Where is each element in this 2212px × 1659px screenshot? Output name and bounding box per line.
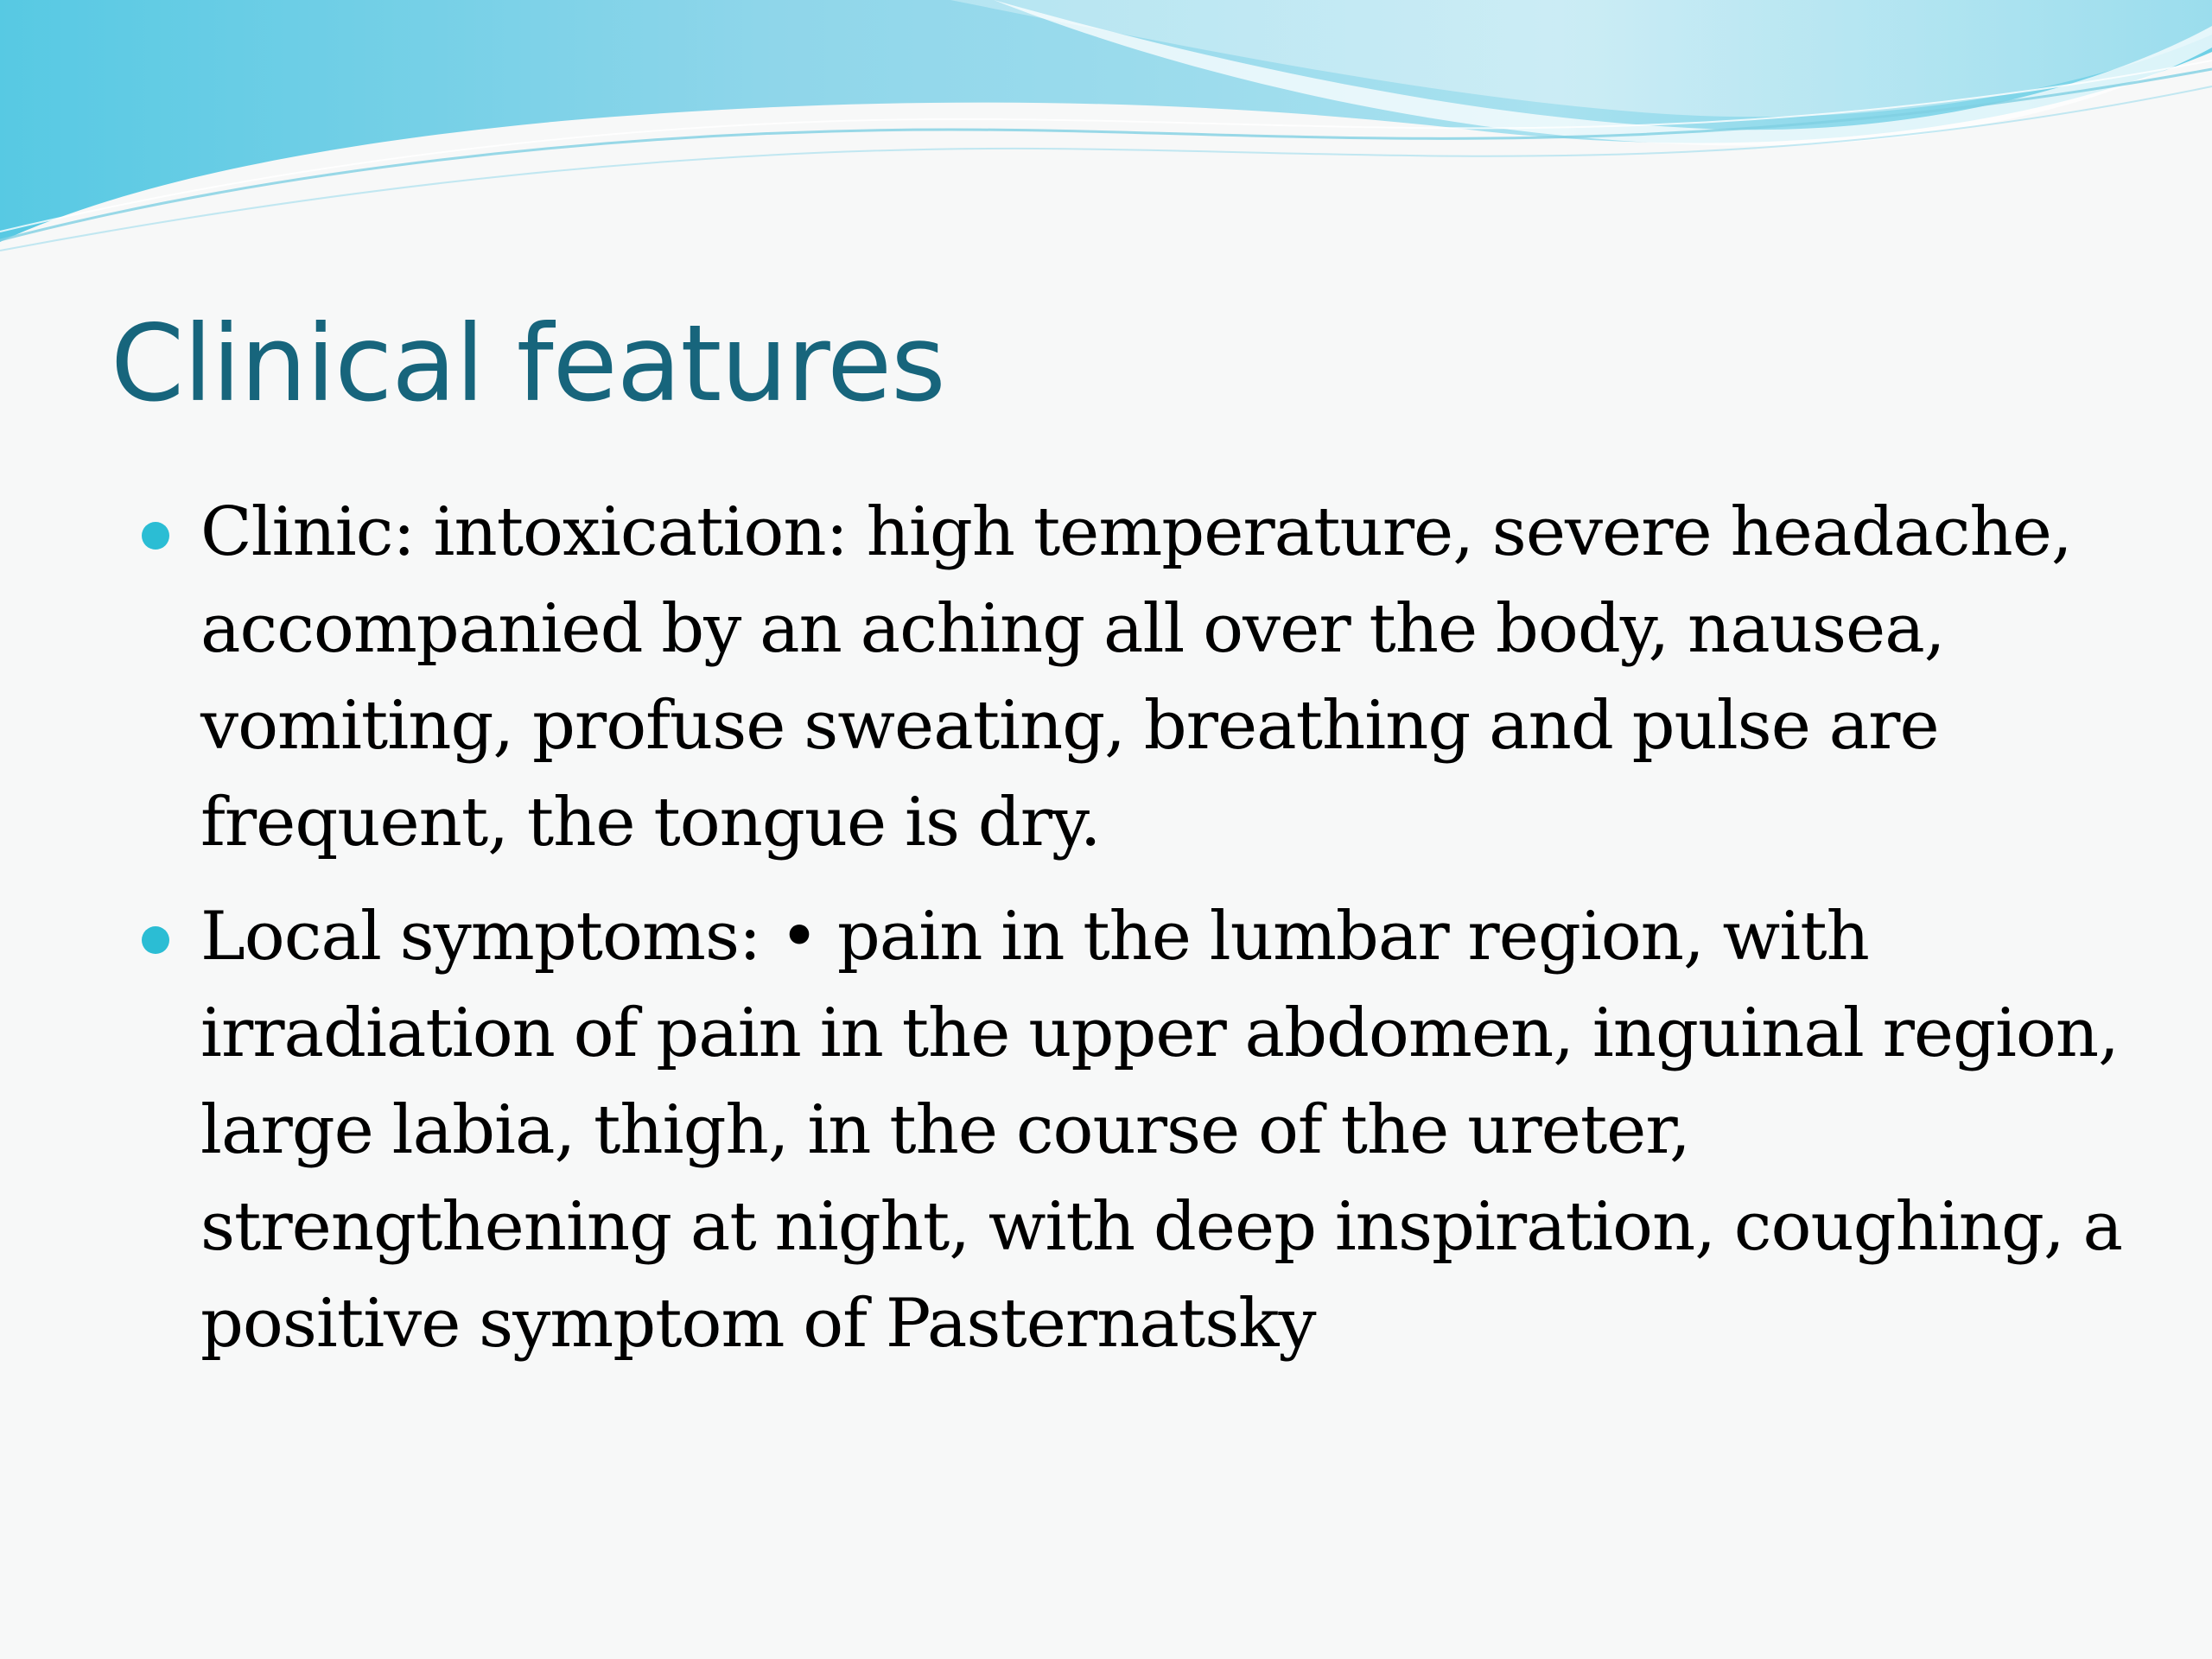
slide-title: Clinical features xyxy=(111,302,945,425)
bullet-text-clinic: Clinic: intoxication: high temperature, severe headache, accompanied by an aching all over the body, nausea, vomiting, profuse sweating, breathing and pulse are frequent, the tongue is dry. xyxy=(200,493,2072,861)
bullet-text-local-symptoms: Local symptoms: • pain in the lumbar region, with irradiation of pain in the upper abdomen, inguinal region, large labia, thigh, in the course of the ureter, strengthening at night, with deep inspiration, coughing, a positive symptom of Pasternatsky xyxy=(200,898,2123,1363)
bullet-dot-icon xyxy=(142,522,169,550)
bullet-item-clinic xyxy=(138,484,2126,871)
bullet-item-local-symptoms xyxy=(138,888,2126,1372)
wave-banner xyxy=(0,0,2212,259)
bullet-dot-icon xyxy=(142,926,169,954)
bullet-list xyxy=(138,484,2126,1389)
